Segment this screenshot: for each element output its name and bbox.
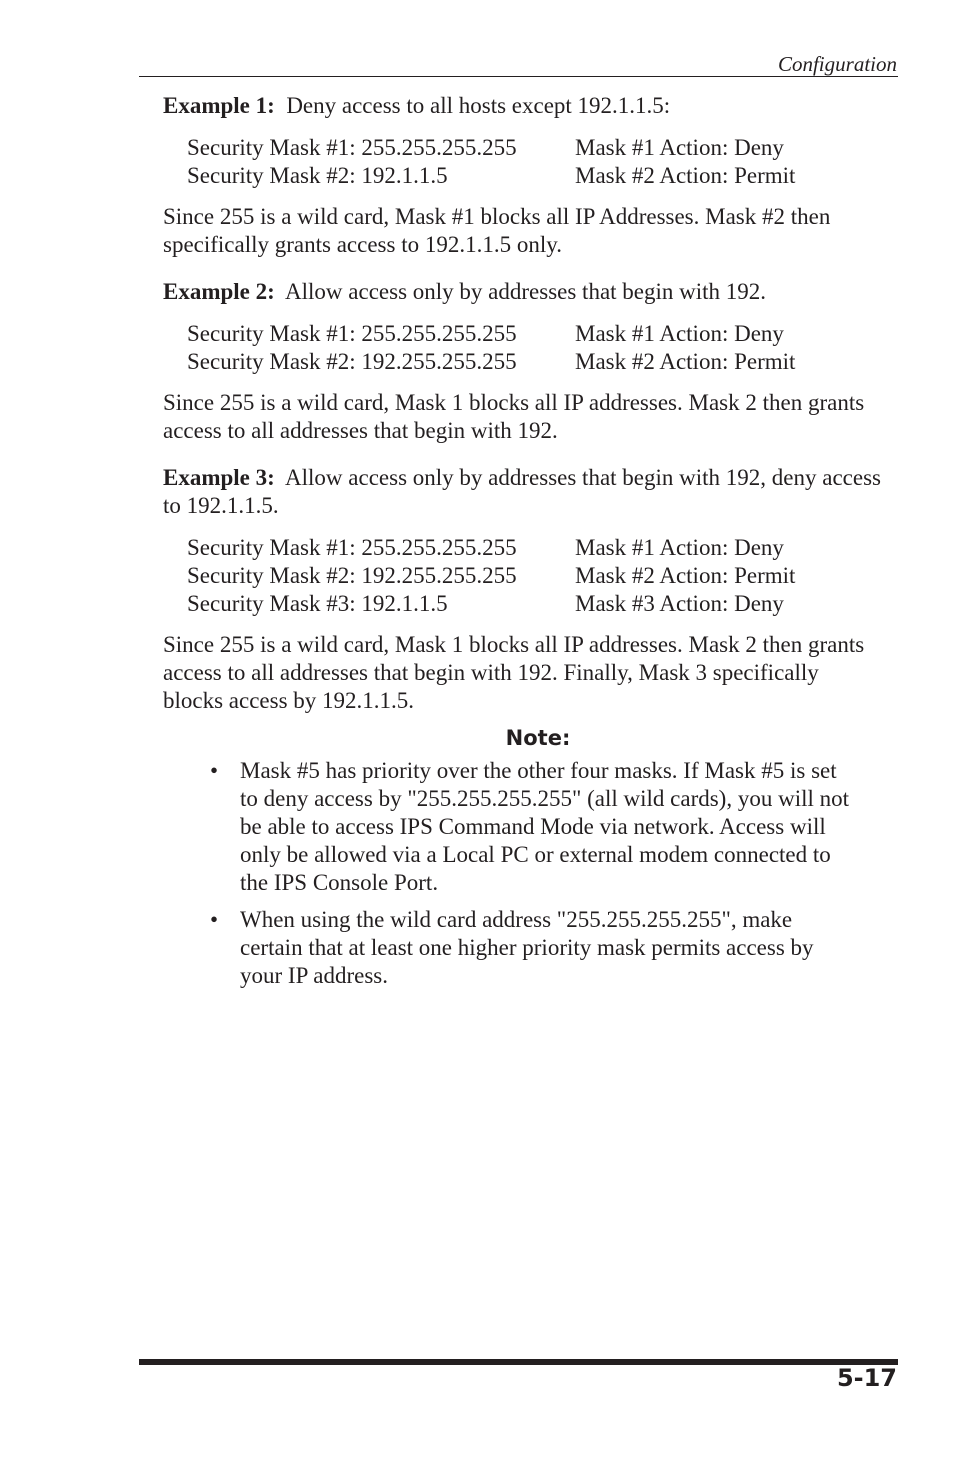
example-2-masks <box>187 320 883 376</box>
mask-action: Mask #1 Action: Deny <box>575 135 784 160</box>
mask-value: Security Mask #1: 255.255.255.255 <box>187 135 517 160</box>
example-1-masks <box>187 134 883 190</box>
mask-action: Mask #2 Action: Permit <box>575 563 796 588</box>
mask-value: Security Mask #2: 192.255.255.255 <box>187 349 517 374</box>
bullet-icon: • <box>210 907 219 932</box>
example-2-label: Example 2: <box>163 279 275 304</box>
mask-row <box>187 348 883 376</box>
example-3-heading <box>163 464 883 520</box>
example-3-masks <box>187 534 883 618</box>
mask-row <box>187 162 883 190</box>
header-rule <box>139 76 898 77</box>
mask-row <box>187 534 883 562</box>
example-3-description: Since 255 is a wild card, Mask 1 blocks all IP addresses. Mask 2 then grants access to all addresses that begin with 192. Finally, Mask 3 specifically blocks access by 192.1.1.5. <box>163 632 865 713</box>
example-3 <box>163 464 883 715</box>
page-content <box>163 92 883 990</box>
bullet-icon: • <box>210 758 219 783</box>
mask-value: Security Mask #1: 255.255.255.255 <box>187 321 517 346</box>
example-2 <box>163 278 883 445</box>
example-1-label: Example 1: <box>163 93 275 118</box>
footer-rule <box>139 1359 898 1365</box>
mask-action: Mask #3 Action: Deny <box>575 591 784 616</box>
example-3-title: Allow access only by addresses that begin with 192, deny access to 192.1.1.5. <box>163 465 881 518</box>
example-2-heading <box>163 278 883 306</box>
mask-action: Mask #1 Action: Deny <box>575 321 784 346</box>
mask-value: Security Mask #2: 192.255.255.255 <box>187 563 517 588</box>
page-number: 5-17 <box>836 1364 897 1392</box>
mask-row <box>187 590 883 618</box>
example-2-title: Allow access only by addresses that begin with 192. <box>285 279 767 304</box>
mask-action: Mask #1 Action: Deny <box>575 535 784 560</box>
running-header: Configuration <box>777 52 897 76</box>
mask-value: Security Mask #3: 192.1.1.5 <box>187 591 448 616</box>
list-item <box>210 757 883 897</box>
mask-row <box>187 134 883 162</box>
example-1-heading <box>163 92 883 120</box>
example-2-description: Since 255 is a wild card, Mask 1 blocks all IP addresses. Mask 2 then grants access to all addresses that begin with 192. <box>163 390 865 443</box>
note-list <box>210 757 883 990</box>
example-3-label: Example 3: <box>163 465 275 490</box>
note-item-text: Mask #5 has priority over the other four masks. If Mask #5 is set to deny access by "255.255.255.255" (all wild cards), you will not be able to access IPS Command Mode via network. Access will only be allowed via a Local PC or external modem connected to the IPS Console Port. <box>240 758 850 895</box>
note-item-text: When using the wild card address "255.255.255.255", make certain that at least one higher priority mask permits access by your IP address. <box>240 907 814 988</box>
mask-value: Security Mask #1: 255.255.255.255 <box>187 535 517 560</box>
mask-action: Mask #2 Action: Permit <box>575 349 796 374</box>
mask-value: Security Mask #2: 192.1.1.5 <box>187 163 448 188</box>
example-1-title: Deny access to all hosts except 192.1.1.5: <box>286 93 671 118</box>
mask-action: Mask #2 Action: Permit <box>575 163 796 188</box>
note-section <box>163 723 883 990</box>
mask-row <box>187 320 883 348</box>
example-1-description: Since 255 is a wild card, Mask #1 blocks all IP Addresses. Mask #2 then specifically grants access to 192.1.1.5 only. <box>163 204 831 257</box>
note-title: Note: <box>505 726 571 750</box>
list-item <box>210 906 883 990</box>
example-1 <box>163 92 883 259</box>
mask-row <box>187 562 883 590</box>
